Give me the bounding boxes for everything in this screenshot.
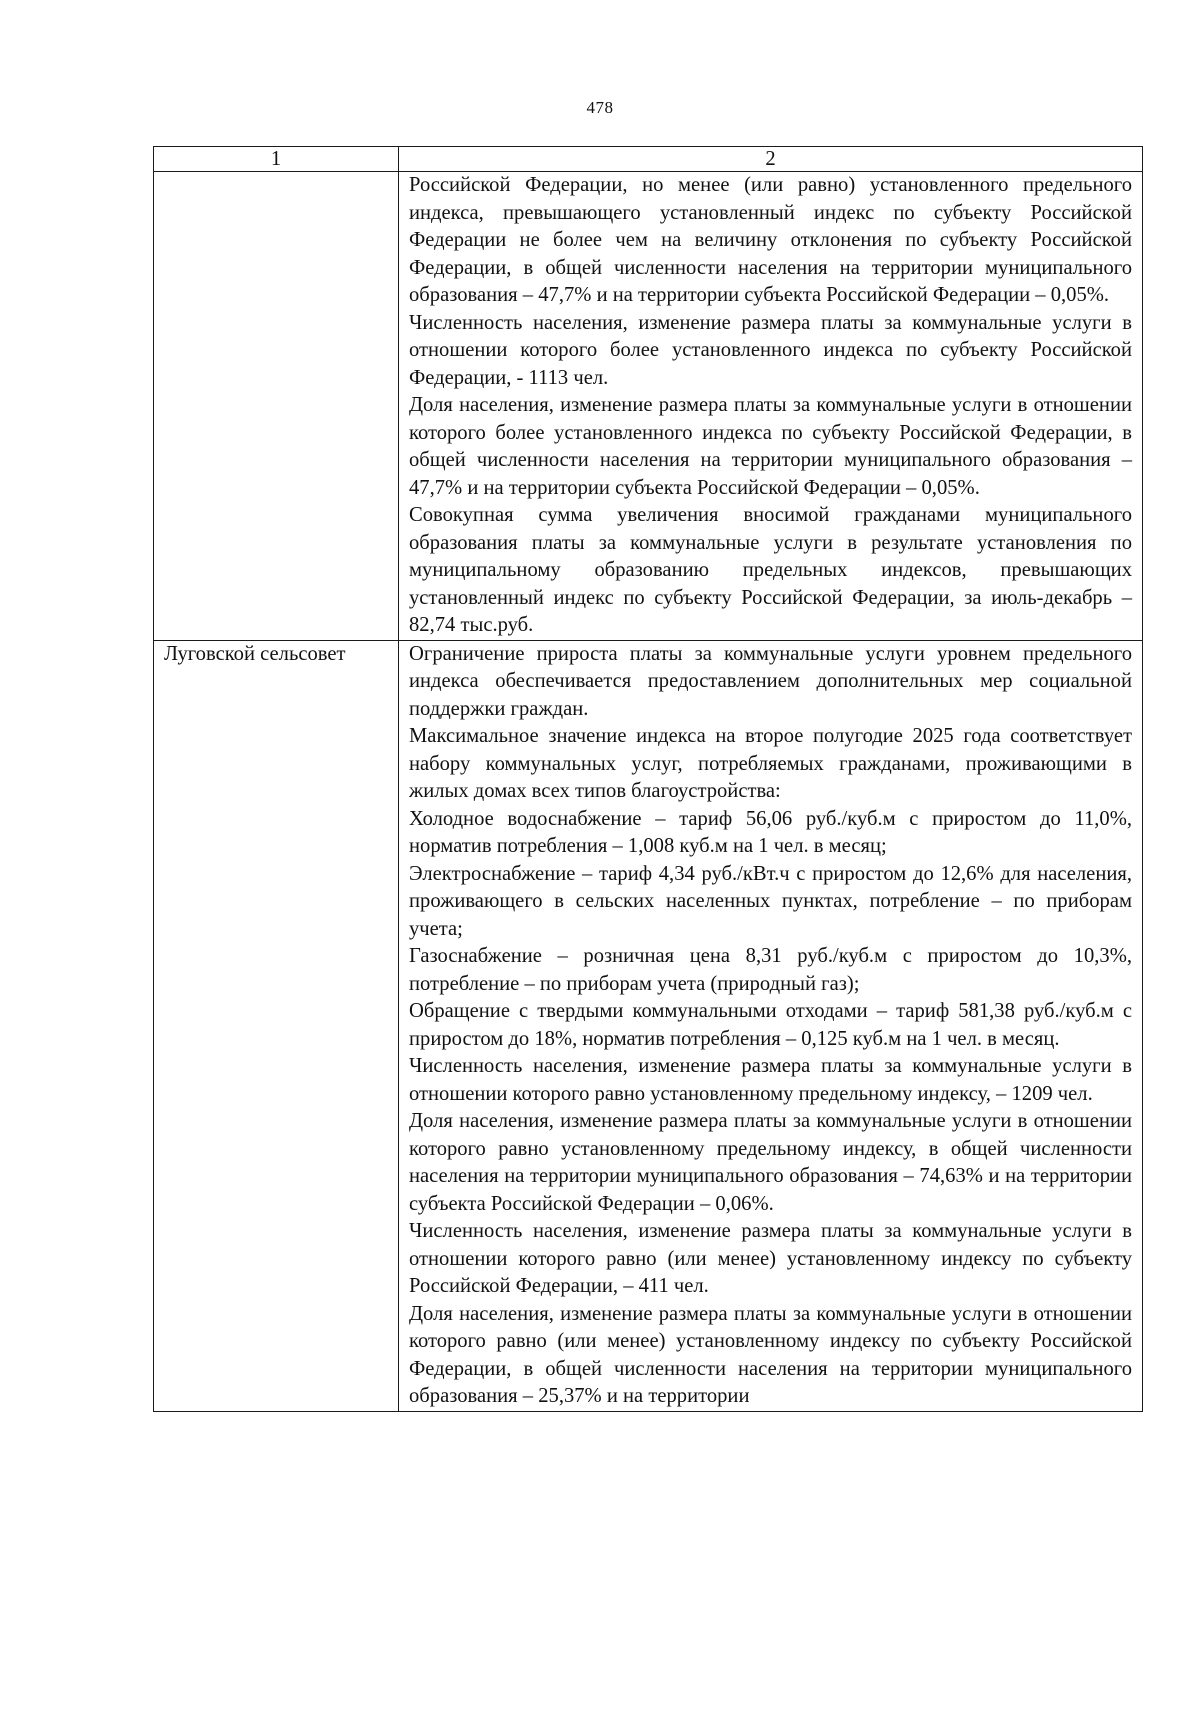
document-table (153, 146, 1143, 1412)
paragraph: Численность населения, изменение размера платы за коммунальные услуги в отношении которого равно установленному предельному индексу, – 1209 чел. (409, 1055, 1132, 1105)
paragraph: Холодное водоснабжение – тариф 56,06 руб./куб.м с приростом до 11,0%, норматив потребления – 1,008 куб.м на 1 чел. в месяц; (409, 807, 1132, 857)
paragraph: Доля населения, изменение размера платы за коммунальные услуги в отношении которого более установленного индекса по субъекту Российской Федерации, в общей численности населения на территории муниципального образования – 47,7% и на территории субъекта Российской Федерации – 0,05%. (409, 394, 1132, 499)
municipality-name-cell: Луговской сельсовет (154, 640, 399, 1411)
paragraph: Доля населения, изменение размера платы за коммунальные услуги в отношении которого равно (или менее) установленному индексу по субъекту Российской Федерации, в общей численности населения на территории муниципального образования – 25,37% и на территории (409, 1302, 1132, 1407)
paragraph: Газоснабжение – розничная цена 8,31 руб./куб.м с приростом до 10,3%, потребление – по приборам учета (природный газ); (409, 945, 1132, 995)
description-cell (399, 172, 1143, 641)
paragraph: Обращение с твердыми коммунальными отходами – тариф 581,38 руб./куб.м с приростом до 18%, норматив потребления – 0,125 куб.м на 1 чел. в месяц. (409, 1000, 1132, 1050)
table-row (154, 172, 1143, 641)
paragraph: Численность населения, изменение размера платы за коммунальные услуги в отношении которого более установленного индекса по субъекту Российской Федерации, - 1113 чел. (409, 311, 1132, 389)
paragraph: Максимальное значение индекса на второе полугодие 2025 года соответствует набору коммунальных услуг, потребляемых гражданами, проживающими в жилых домах всех типов благоустройства: (409, 725, 1132, 802)
column-header-2: 2 (399, 147, 1143, 172)
paragraph: Электроснабжение – тариф 4,34 руб./кВт.ч с приростом до 12,6% для населения, проживающего в сельских населенных пунктах, потребление – по приборам учета; (409, 862, 1132, 940)
table-header-row (154, 147, 1143, 172)
paragraph: Ограничение прироста платы за коммунальные услуги уровнем предельного индекса обеспечивается предоставлением дополнительных мер социальной поддержки граждан. (409, 642, 1132, 720)
table-row (154, 640, 1143, 1411)
paragraph: Доля населения, изменение размера платы за коммунальные услуги в отношении которого равно установленному предельному индексу, в общей численности населения на территории муниципального образования – 74,63% и на территории субъекта Российской Федерации – 0,06%. (409, 1110, 1132, 1215)
paragraph: Совокупная сумма увеличения вносимой гражданами муниципального образования платы за коммунальные услуги в результате установления по муниципальному образованию предельных индексов, превышающих установленный индекс по субъекту Российской Федерации, за июль-декабрь – 82,74 тыс.руб. (409, 504, 1132, 636)
column-header-1: 1 (154, 147, 399, 172)
paragraph: Российской Федерации, но менее (или равно) установленного предельного индекса, превышающего установленный индекс по субъекту Российской Федерации не более чем на величину отклонения по субъекту Российской Федерации, в общей численности населения на территории муниципального образования – 47,7% и на территории субъекта Российской Федерации – 0,05%. (409, 174, 1132, 306)
description-cell (399, 640, 1143, 1411)
municipality-name-cell (154, 172, 399, 641)
page-number: 478 (586, 98, 614, 117)
paragraph: Численность населения, изменение размера платы за коммунальные услуги в отношении которого равно (или менее) установленному индексу по субъекту Российской Федерации, – 411 чел. (409, 1220, 1132, 1297)
